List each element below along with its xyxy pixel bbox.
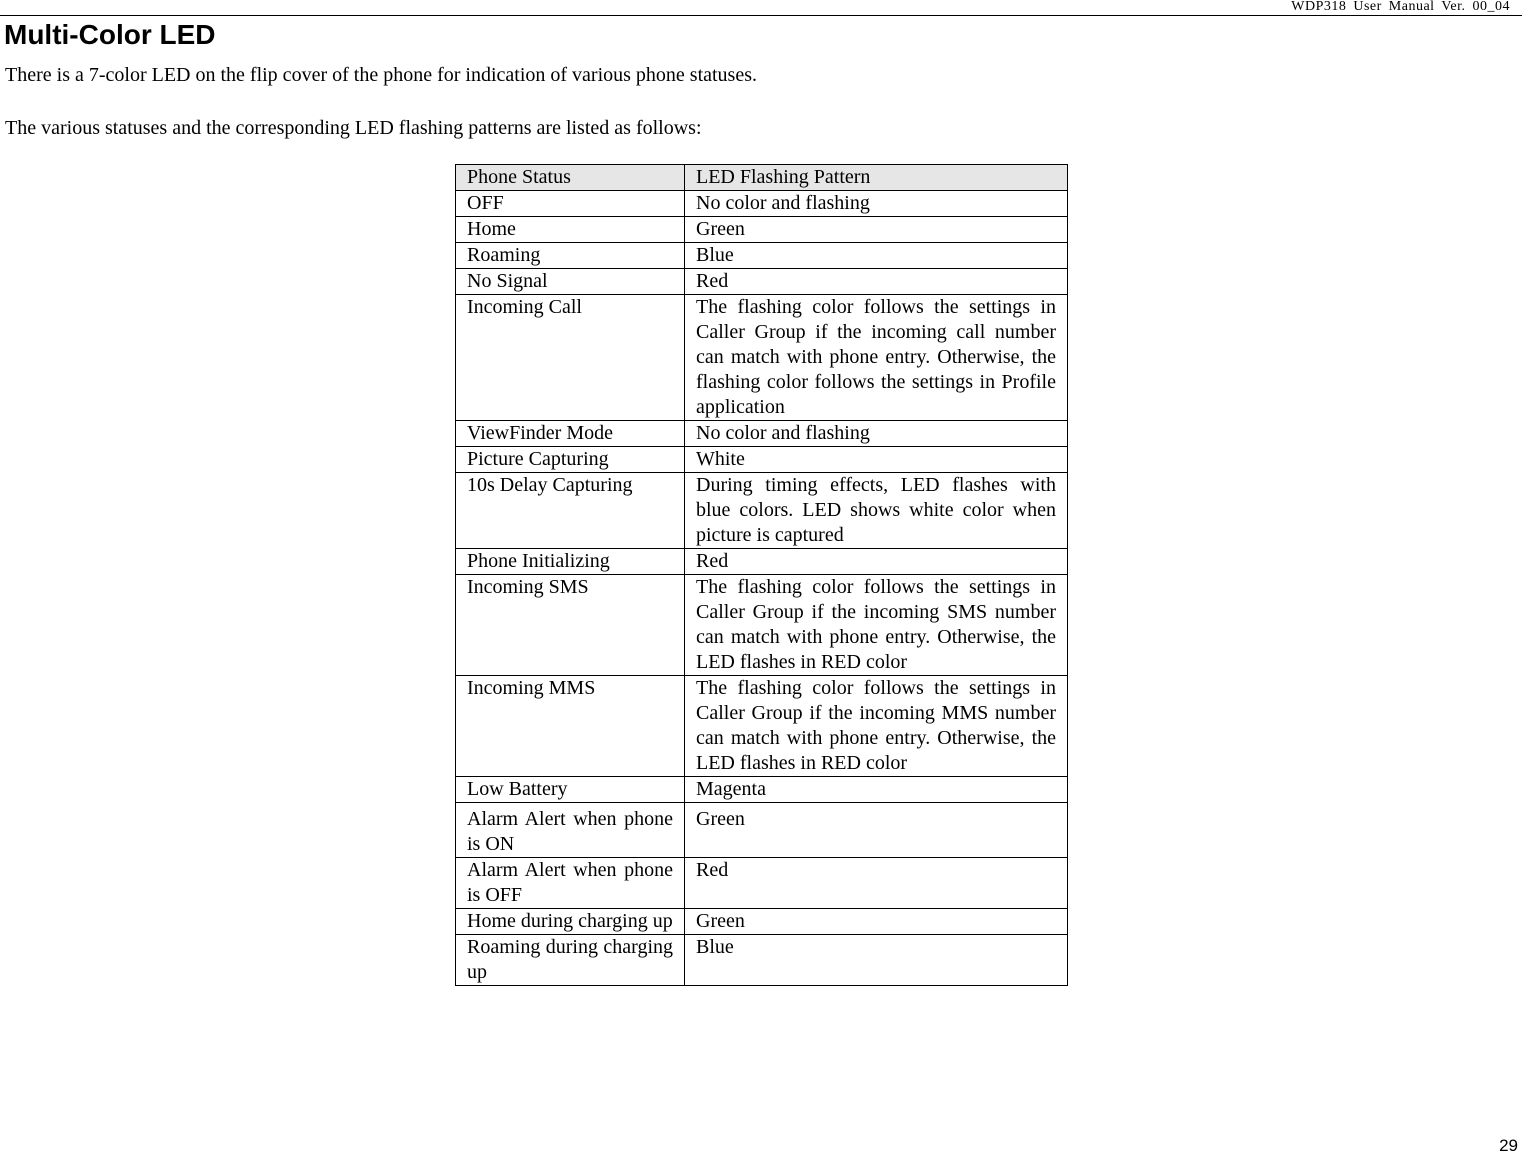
status-cell: Alarm Alert when phone is OFF — [456, 858, 685, 909]
pattern-cell: Green — [685, 217, 1068, 243]
status-cell: Picture Capturing — [456, 447, 685, 473]
table-row — [456, 295, 1068, 421]
pattern-cell: The flashing color follows the settings in Caller Group if the incoming MMS number can match with phone entry. Otherwise, the LED flashes in RED color — [685, 676, 1068, 777]
status-cell: Phone Initializing — [456, 549, 685, 575]
table-row — [456, 473, 1068, 549]
page-number: 29 — [1499, 1136, 1518, 1155]
pattern-cell: No color and flashing — [685, 421, 1068, 447]
table-row — [456, 269, 1068, 295]
pattern-cell: Magenta — [685, 777, 1068, 803]
status-cell: Low Battery — [456, 777, 685, 803]
table-row — [456, 421, 1068, 447]
status-cell: Roaming during charging up — [456, 935, 685, 986]
table-row — [456, 549, 1068, 575]
status-cell: ViewFinder Mode — [456, 421, 685, 447]
table-row — [456, 676, 1068, 777]
pattern-cell: Blue — [685, 243, 1068, 269]
pattern-cell: During timing effects, LED flashes with blue colors. LED shows white color when picture is captured — [685, 473, 1068, 549]
pattern-cell: The flashing color follows the settings in Caller Group if the incoming call number can match with phone entry. Otherwise, the flashing color follows the settings in Profile application — [685, 295, 1068, 421]
status-cell: Home during charging up — [456, 909, 685, 935]
table-row — [456, 777, 1068, 803]
status-cell: OFF — [456, 191, 685, 217]
pattern-cell: No color and flashing — [685, 191, 1068, 217]
intro-paragraph: There is a 7-color LED on the flip cover of the phone for indication of various phone statuses. — [5, 64, 758, 86]
pattern-cell: Green — [685, 909, 1068, 935]
lead-paragraph: The various statuses and the corresponding LED flashing patterns are listed as follows: — [5, 117, 702, 139]
section-title: Multi-Color LED — [4, 19, 216, 50]
pattern-cell: Red — [685, 549, 1068, 575]
table-row — [456, 935, 1068, 986]
status-cell: Roaming — [456, 243, 685, 269]
table-row — [456, 909, 1068, 935]
table-row — [456, 858, 1068, 909]
column-header-status: Phone Status — [456, 165, 685, 191]
pattern-cell: Green — [685, 803, 1068, 858]
pattern-cell: Blue — [685, 935, 1068, 986]
status-cell: Home — [456, 217, 685, 243]
table-row — [456, 191, 1068, 217]
document-header: WDP318 User Manual Ver. 00_04 — [1291, 0, 1510, 14]
led-pattern-table — [455, 164, 1068, 986]
status-cell: Incoming SMS — [456, 575, 685, 676]
table-row — [456, 575, 1068, 676]
table-row — [456, 803, 1068, 858]
pattern-cell: White — [685, 447, 1068, 473]
pattern-cell: Red — [685, 858, 1068, 909]
status-cell: 10s Delay Capturing — [456, 473, 685, 549]
table-row — [456, 217, 1068, 243]
status-cell: Alarm Alert when phone is ON — [456, 803, 685, 858]
status-cell: Incoming MMS — [456, 676, 685, 777]
table-row — [456, 447, 1068, 473]
status-cell: No Signal — [456, 269, 685, 295]
header-divider — [0, 15, 1522, 16]
table-header-row — [456, 165, 1068, 191]
column-header-pattern: LED Flashing Pattern — [685, 165, 1068, 191]
pattern-cell: Red — [685, 269, 1068, 295]
pattern-cell: The flashing color follows the settings in Caller Group if the incoming SMS number can match with phone entry. Otherwise, the LED flashes in RED color — [685, 575, 1068, 676]
table-row — [456, 243, 1068, 269]
status-cell: Incoming Call — [456, 295, 685, 421]
